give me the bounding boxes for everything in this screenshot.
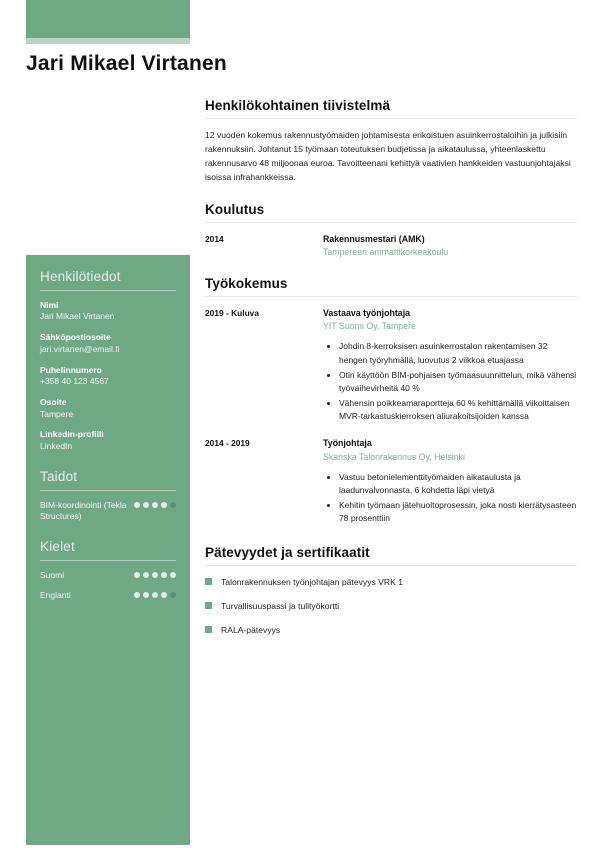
bullet-item: • Vähensin poikkeamaraportteja 60 % kehittämällä viikoittaisen MVR-tarkastuskierroksen aliurakoitsijoiden kanssa [339, 397, 577, 423]
rating-dot-filled [134, 592, 140, 598]
header-accent-shadow [26, 38, 190, 44]
section-summary [205, 98, 577, 185]
section-divider-summary [205, 118, 577, 119]
section-experience [205, 276, 577, 527]
language-row [40, 570, 176, 581]
contact-value[interactable]: LinkedIn [40, 440, 73, 451]
experience-body [323, 437, 577, 527]
square-bullet-icon [205, 578, 212, 585]
sidebar-heading-contact: Henkilötiedot [40, 269, 121, 284]
experience-entry [205, 307, 577, 425]
language-row [40, 590, 176, 601]
sidebar-heading-skills: Taidot [40, 468, 78, 484]
rating-dot-filled [143, 572, 149, 578]
contact-label: Nimi [40, 300, 59, 310]
contact-value: Jari Mikael Virtanen [40, 311, 115, 322]
contact-label: Osoite [40, 397, 67, 408]
contact-item-email [40, 332, 176, 355]
certification-text: Talonrakennuksen työnjohtajan pätevyys VRK 1 [221, 576, 404, 587]
skill-label: BIM-koordinointi (Tekla Structures) [40, 499, 127, 522]
sidebar-section-contact [40, 269, 176, 453]
bullet-item: • Vastuu betonielementtityömaiden aikataulusta ja laadunvalvonnasta, 6 kohdetta läpi vietyä [339, 471, 577, 497]
experience-bullets [323, 340, 577, 423]
certification-list [205, 576, 577, 636]
bullet-item: • Johdin 8-kerroksisen asuinkerrostalon rakentamisen 32 hengen työryhmällä, luovutus 2 viikkoa etuajassa [339, 340, 577, 366]
contact-value[interactable]: jari.virtanen@email.fi [40, 343, 120, 354]
sidebar-divider-skills [40, 490, 176, 491]
language-label: Englanti [40, 590, 71, 601]
section-title-summary: Henkilökohtainen tiivistelmä [205, 98, 391, 113]
experience-date: 2019 - Kuluva [205, 308, 259, 319]
sidebar-divider-languages [40, 560, 176, 561]
certification-text: RALA-pätevyys [221, 624, 281, 635]
education-institution: Tampereen ammattikorkeakoulu [323, 246, 449, 257]
rating-dot-filled [152, 572, 158, 578]
square-bullet-icon [205, 626, 212, 633]
rating-dot-filled [143, 502, 149, 508]
education-date: 2014 [205, 233, 224, 244]
contact-item-linkedin [40, 429, 176, 452]
sidebar-divider-contact [40, 290, 176, 291]
square-bullet-icon [205, 602, 212, 609]
rating-dot-filled [161, 502, 167, 508]
sidebar-heading-languages: Kielet [40, 538, 75, 554]
contact-item-name [40, 300, 176, 323]
experience-bullets [323, 471, 577, 526]
section-certifications [205, 545, 577, 636]
section-divider-certifications [205, 565, 577, 566]
skill-rating-dots [134, 500, 176, 508]
section-education [205, 202, 577, 259]
rating-dot-filled [152, 592, 158, 598]
contact-label: Puhelinnumero [40, 364, 102, 375]
experience-role: Vastaava työnjohtaja [323, 308, 411, 319]
header-accent-bar [26, 0, 190, 38]
summary-text: 12 vuoden kokemus rakennustyömaiden johtamisesta erikoistuen asuinkerrostaloihin ja julkisiin rakennuksiin. Johtanut 15 työmaan toteutuksen budjetissa ja aikataulussa, yhteenlaskettu rakennusarvo 48 miljoonaa euroa. Tavoitteenani kehittyä vaativien hankkeiden vastuunjohtajaksi isoissa infrahankkeissa. [205, 130, 571, 182]
language-label: Suomi [40, 569, 65, 580]
sidebar [26, 255, 190, 845]
experience-company: Skanska Talonrakennus Oy, Helsinki [323, 451, 465, 462]
rating-dot-filled [143, 592, 149, 598]
certification-item [205, 576, 577, 588]
main-content [205, 98, 577, 648]
section-divider-experience [205, 296, 577, 297]
section-title-certifications: Pätevyydet ja sertifikaatit [205, 544, 370, 560]
contact-value: Tampere [40, 408, 74, 419]
experience-role: Työnjohtaja [323, 438, 372, 449]
skill-row [40, 500, 176, 523]
education-body [323, 233, 577, 259]
rating-dot-filled [170, 572, 176, 578]
language-rating-dots [134, 590, 176, 598]
sidebar-section-languages [40, 539, 176, 602]
experience-entry [205, 437, 577, 527]
rating-dot-filled [134, 502, 140, 508]
education-degree: Rakennusmestari (AMK) [323, 233, 425, 244]
section-divider-education [205, 222, 577, 223]
contact-label: Sähköpostiosoite [40, 332, 111, 343]
page-title: Jari Mikael Virtanen [26, 52, 227, 75]
certification-item [205, 600, 577, 612]
experience-date: 2014 - 2019 [205, 438, 250, 449]
language-rating-dots [134, 570, 176, 578]
rating-dot-empty [170, 592, 176, 598]
rating-dot-filled [134, 572, 140, 578]
contact-item-address [40, 397, 176, 420]
contact-label: LinkedIn-profiili [40, 429, 104, 440]
section-title-experience: Työkokemus [205, 276, 288, 292]
bullet-item: • Kehitin työmaan jätehuoltoprosessin, joka nosti kierrätysasteen 78 prosenttiin [339, 499, 577, 525]
certification-text: Turvallisuuspassi ja tulityökortti [221, 600, 340, 611]
experience-body [323, 307, 577, 425]
contact-item-phone [40, 365, 176, 388]
education-entry [205, 233, 577, 259]
rating-dot-filled [152, 502, 158, 508]
sidebar-section-skills [40, 469, 176, 523]
section-title-education: Koulutus [205, 201, 265, 217]
rating-dot-filled [161, 592, 167, 598]
bullet-item: • Otin käyttöön BIM-pohjaisen työmaasuunnittelun, mikä vähensi työvaihevirheitä 40 % [339, 369, 577, 395]
contact-value[interactable]: +358 40 123 4567 [40, 376, 109, 387]
certification-item [205, 624, 577, 636]
rating-dot-filled [161, 572, 167, 578]
experience-company: YIT Suomi Oy, Tampere [323, 321, 416, 332]
rating-dot-empty [170, 502, 176, 508]
